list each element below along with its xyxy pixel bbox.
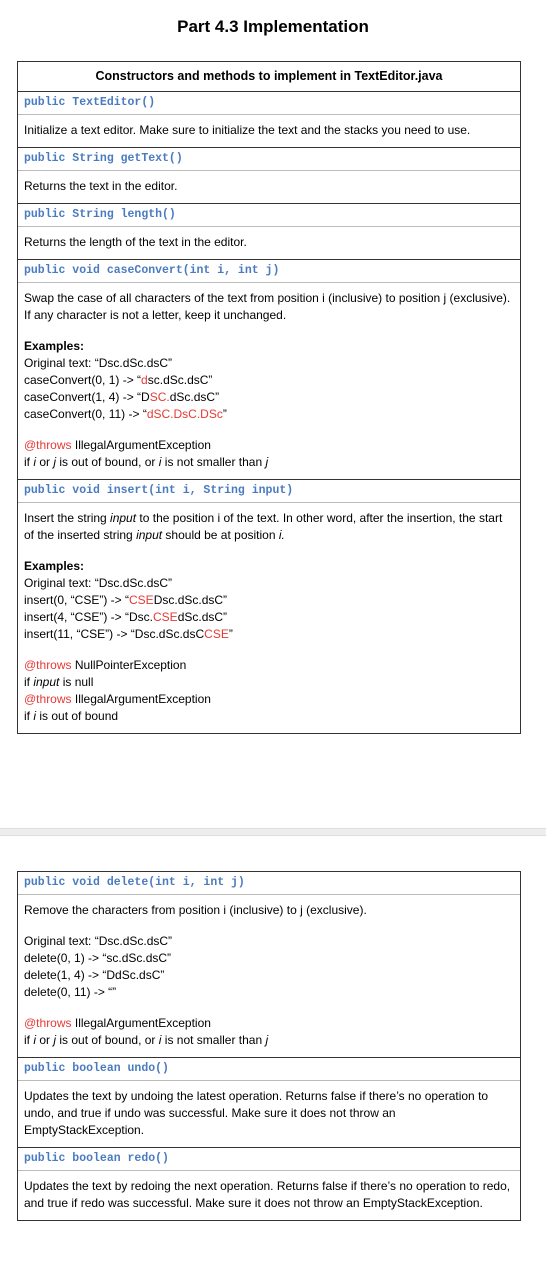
methods-table-2	[17, 871, 521, 1221]
method-description-block	[18, 503, 520, 733]
method-description: Updates the text by undoing the latest operation. Returns false if there’s no operation to undo, and true if undo was successful. Make sure it does not throw an EmptyStackException.	[18, 1081, 520, 1148]
page-title: Part 4.3 Implementation	[177, 17, 369, 36]
example-line: caseConvert(0, 11) -> “dSC.DsC.DSc”	[24, 407, 227, 421]
page-separator	[0, 828, 546, 836]
method-description: Insert the string input to the position i of the text. In other word, after the insertion, the start of the inserted string input should be at position i.	[24, 511, 503, 542]
throws-line: @throws IllegalArgumentException	[24, 692, 211, 706]
throws-line: @throws IllegalArgumentException	[24, 438, 211, 452]
method-description: Swap the case of all characters of the text from position i (inclusive) to position j (exclusive). If any character is not a letter, keep it unchanged.	[24, 291, 511, 322]
method-row-redo	[18, 1148, 520, 1220]
method-row-undo	[18, 1058, 520, 1148]
method-row-caseconvert	[18, 260, 520, 480]
method-description: Updates the text by redoing the next operation. Returns false if there’s no operation to redo, and true if redo was successful. Make sure it does not throw an EmptyStackException.	[24, 1179, 511, 1210]
examples-label: Examples:	[24, 339, 85, 353]
example-line: insert(4, “CSE”) -> “Dsc.CSEdSc.dsC”	[24, 610, 228, 624]
method-signature: public boolean redo()	[18, 1148, 520, 1171]
method-row-delete	[18, 872, 520, 1058]
throws-condition: if i is out of bound	[24, 709, 119, 723]
example-line: caseConvert(0, 1) -> “dsc.dSc.dsC”	[24, 373, 213, 387]
method-description: Initialize a text editor. Make sure to initialize the text and the stacks you need to use.	[18, 115, 520, 148]
example-line: insert(0, “CSE”) -> “CSEDsc.dSc.dsC”	[24, 593, 228, 607]
method-signature: public void delete(int i, int j)	[18, 872, 520, 895]
throws-condition: if i or j is out of bound, or i is not smaller than j	[24, 1033, 269, 1047]
original-text: Original text: “Dsc.dSc.dsC”	[24, 934, 173, 948]
table-header: Constructors and methods to implement in TextEditor.java	[18, 62, 520, 92]
throws-condition: if input is null	[24, 675, 94, 689]
method-row-gettext	[18, 148, 520, 204]
method-row-insert	[18, 480, 520, 733]
method-signature: public void insert(int i, String input)	[18, 480, 520, 503]
method-signature: public String length()	[18, 204, 520, 227]
example-line: delete(0, 1) -> “sc.dSc.dsC”	[24, 951, 172, 965]
method-description-block	[18, 895, 520, 1058]
method-signature: public TextEditor()	[18, 92, 520, 115]
example-line: delete(1, 4) -> “DdSc.dsC”	[24, 968, 165, 982]
method-signature: public void caseConvert(int i, int j)	[18, 260, 520, 283]
method-signature: public String getText()	[18, 148, 520, 171]
original-text: Original text: “Dsc.dSc.dsC”	[24, 356, 173, 370]
method-row-constructor	[18, 92, 520, 148]
method-description: Returns the length of the text in the editor.	[18, 227, 520, 260]
example-line: caseConvert(1, 4) -> “DSC.dSc.dsC”	[24, 390, 220, 404]
method-description-block	[18, 283, 520, 480]
method-signature: public boolean undo()	[18, 1058, 520, 1081]
throws-condition: if i or j is out of bound, or i is not smaller than j	[24, 455, 269, 469]
example-line: delete(0, 11) -> “”	[24, 985, 117, 999]
original-text: Original text: “Dsc.dSc.dsC”	[24, 576, 173, 590]
method-description: Returns the text in the editor.	[18, 171, 520, 204]
example-line: insert(11, “CSE”) -> “Dsc.dSc.dsCCSE”	[24, 627, 233, 641]
methods-table-1	[17, 61, 521, 734]
throws-line: @throws NullPointerException	[24, 658, 187, 672]
method-row-length	[18, 204, 520, 260]
examples-label: Examples:	[24, 559, 85, 573]
throws-line: @throws IllegalArgumentException	[24, 1016, 211, 1030]
method-description: Remove the characters from position i (inclusive) to j (exclusive).	[24, 903, 367, 917]
